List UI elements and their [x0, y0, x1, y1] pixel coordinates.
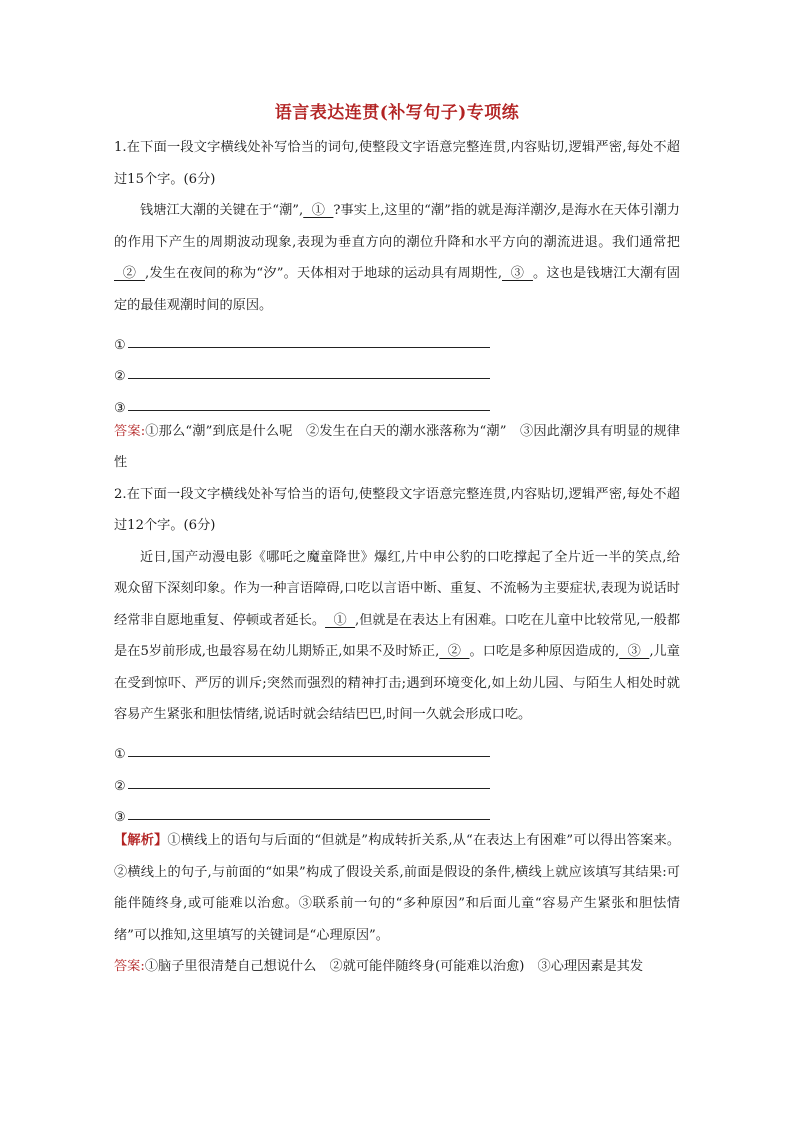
q1-answer-rule-1 [128, 329, 490, 348]
q1-answer-label: 答案: [114, 423, 146, 439]
q2-passage-c: 。口吃是多种原因造成的, [469, 644, 620, 659]
q2-answer-line-1[interactable] [114, 731, 680, 763]
q2-line-mark-2: ② [114, 778, 126, 794]
q2-analysis-text: ①横线上的语句与后面的“但就是”构成转折关系,从“在表达上有困难”可以得出答案来。②横线上的句子,与前面的“如果”构成了假设关系,前面是假设的条件,横线上就应该填写其结果:可能伴随终身,或可能难以治愈。③联系前一句的“多种原因”和后面儿童“容易产生紧张和胆怯情绪”可以推知,这里填写的关键词是“心理原因”。 [114, 833, 681, 943]
q1-answer-text: ①那么“潮”到底是什么呢 ②发生在白天的潮水涨落称为“潮” ③因此潮汐具有明显的规律性 [114, 423, 680, 470]
q1-line-mark-2: ② [114, 369, 126, 384]
q2-answer-rule-3 [128, 801, 490, 820]
q1-blank-3: ③ [502, 266, 533, 281]
q2-blank-1: ① [325, 612, 356, 628]
q1-stem: 1.在下面一段文字横线处补写恰当的词句,使整段文字语意完整连贯,内容贴切,逻辑严密,每处不超过15个字。(6分) [114, 140, 680, 187]
q2-passage [114, 542, 680, 731]
q2-answer-line-3[interactable] [114, 794, 680, 826]
q1-answer-rule-2 [128, 360, 490, 379]
q1-passage-d: 。这也是钱塘江大潮有固定的最佳观潮时间的原因。 [114, 266, 680, 313]
page-title: 语言表达连贯(补写句子)专项练 [274, 103, 520, 123]
q2-answer-text: ①脑子里很清楚自己想说什么 ②就可能伴随终身(可能难以治愈) ③心理因素是其发 [144, 959, 644, 974]
q2-passage-b: ,但就是在表达上有困难。口吃在儿童中比较常见,一般都是在5岁前形成,也最容易在幼儿期矫正,如果不及时矫正, [114, 612, 681, 659]
q2-passage-d: ,儿童在受到惊吓、严厉的训斥;突然而强烈的精神打击;遇到环境变化,如上幼儿园、与陌生人相处时就容易产生紧张和胆怯情绪,说话时就会结结巴巴,时间一久就会形成口吃。 [114, 644, 680, 722]
q1-line-mark-1: ① [114, 337, 126, 353]
document-page [114, 98, 680, 983]
q1-passage [114, 195, 680, 321]
q1-answer-line-2[interactable] [114, 353, 680, 385]
q1-blank-1: ① [303, 203, 334, 218]
q1-passage-c: ,发生在夜间的称为“汐”。天体相对于地球的运动具有周期性, [144, 266, 503, 281]
q2-answer-rule-1 [128, 738, 490, 757]
q1-line-mark-3: ③ [114, 400, 126, 416]
q1-passage-a: 钱塘江大潮的关键在于“潮”, [140, 203, 304, 218]
q2-analysis [114, 825, 680, 951]
q2-blank-3: ③ [619, 644, 650, 659]
q2-answer-line-2[interactable] [114, 762, 680, 794]
q1-answer-line-1[interactable] [114, 321, 680, 353]
q2-blank-2: ② [439, 644, 470, 659]
q2-answer [114, 951, 680, 983]
q2-answer-label: 答案: [114, 959, 145, 974]
q1-passage-b: ?事实上,这里的“潮”指的就是海洋潮汐,是海水在天体引潮力的作用下产生的周期波动现象,表现为垂直方向的潮位升降和水平方向的潮流进退。我们通常把 [114, 203, 680, 250]
q1-answer-line-3[interactable] [114, 384, 680, 416]
q2-stem: 2.在下面一段文字横线处补写恰当的语句,使整段文字语意完整连贯,内容贴切,逻辑严密,每处不超过12个字。(6分) [114, 486, 680, 533]
q1-blank-2: ② [114, 266, 145, 281]
q1-answer-rule-3 [128, 392, 490, 411]
q2-line-mark-1: ① [114, 747, 126, 762]
q2-answer-rule-2 [128, 770, 490, 789]
q1-answer [114, 416, 680, 479]
q2-analysis-label: 【解析】 [114, 833, 168, 848]
q2-passage-a: 近日,国产动漫电影《哪吒之魔童降世》爆红,片中申公豹的口吃撑起了全片近一半的笑点,给观众留下深刻印象。作为一种言语障碍,口吃以言语中断、重复、不流畅为主要症状,表现为说话时经常非自愿地重复、停顿或者延长。 [114, 549, 680, 628]
q2-line-mark-3: ③ [114, 810, 126, 825]
